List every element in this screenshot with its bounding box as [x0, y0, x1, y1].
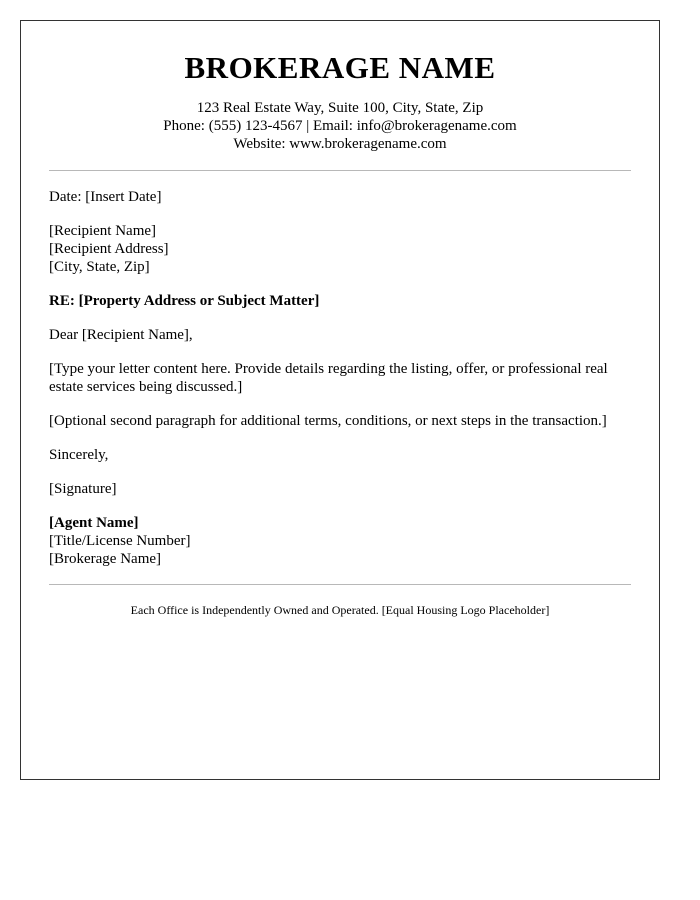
letterhead-contact [49, 99, 631, 153]
letter-content [49, 21, 631, 617]
salutation: Dear [Recipient Name], [49, 327, 193, 343]
recipient-name: [Recipient Name] [49, 223, 157, 239]
website-line: Website: www.brokeragename.com [233, 136, 447, 152]
subject-line: RE: [Property Address or Subject Matter] [49, 293, 320, 309]
letter-date: Date: [Insert Date] [49, 189, 162, 205]
header-divider [49, 170, 631, 171]
brokerage-name-heading: BROKERAGE NAME [184, 50, 496, 85]
address-line: 123 Real Estate Way, Suite 100, City, State, Zip [196, 100, 484, 116]
phone-email-line: Phone: (555) 123-4567 | Email: info@brokeragename.com [163, 118, 517, 134]
agent-block [49, 514, 631, 568]
signature-placeholder: [Signature] [49, 481, 117, 497]
agent-brokerage: [Brokerage Name] [49, 551, 162, 567]
agent-title-license: [Title/License Number] [49, 533, 191, 549]
body-paragraph-1: [Type your letter content here. Provide details regarding the listing, offer, or professional real estate services being discussed.] [49, 361, 608, 395]
recipient-block [49, 222, 631, 276]
letter-page [20, 20, 660, 780]
recipient-city-state-zip: [City, State, Zip] [49, 259, 150, 275]
agent-name: [Agent Name] [49, 515, 139, 531]
closing: Sincerely, [49, 447, 109, 463]
body-paragraph-2: [Optional second paragraph for additional terms, conditions, or next steps in the transaction.] [49, 413, 607, 429]
recipient-address: [Recipient Address] [49, 241, 169, 257]
letter-body [49, 188, 631, 568]
footer-divider [49, 584, 631, 585]
footer-disclaimer: Each Office is Independently Owned and Operated. [Equal Housing Logo Placeholder] [130, 603, 550, 617]
